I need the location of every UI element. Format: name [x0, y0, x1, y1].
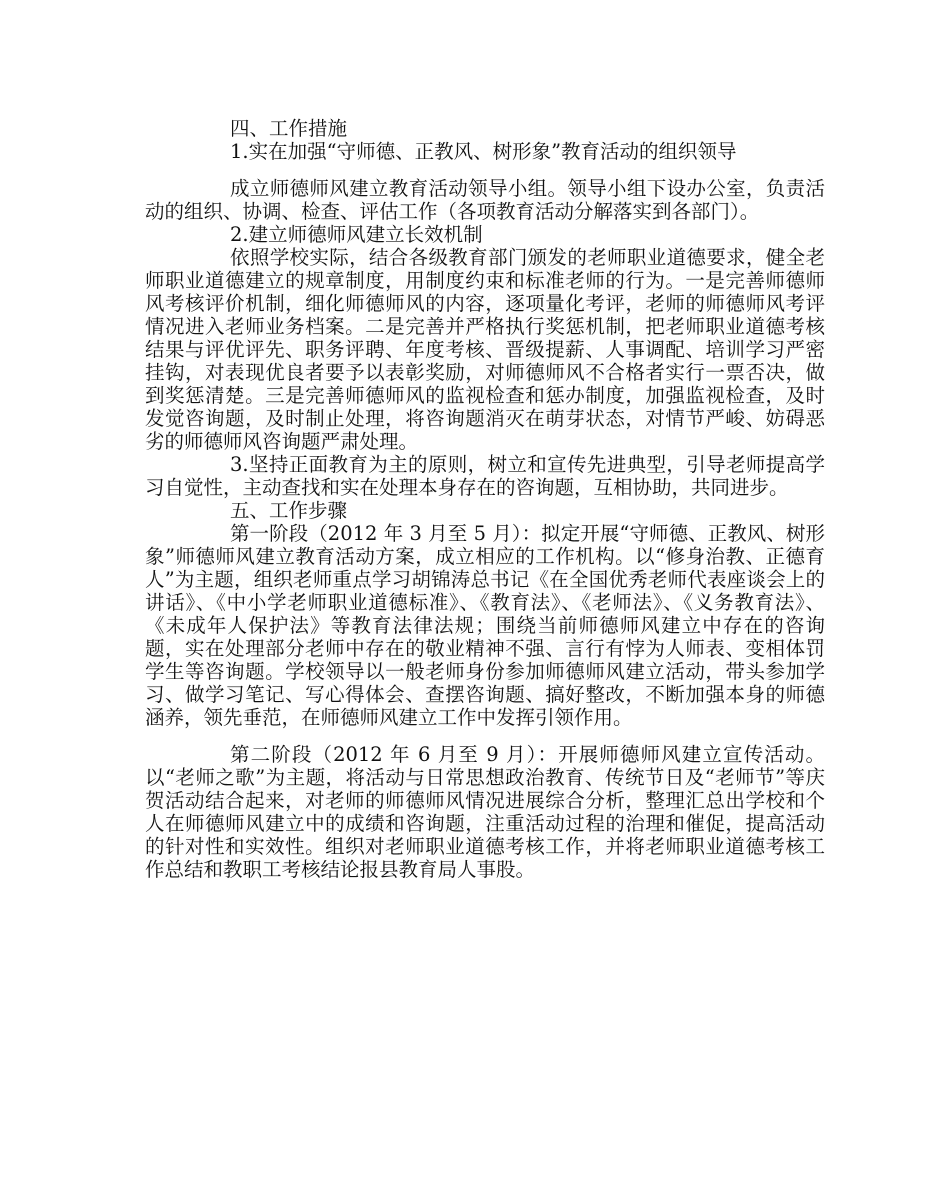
document-page [145, 117, 825, 881]
item-3: 3.坚持正面教育为主的原则，树立和宣传先进典型，引导老师提高学习自觉性，主动查找和实在处理本身存在的咨询题，互相协助，共同进步。 [145, 453, 825, 499]
item-2-title: 2.建立师德师风建立长效机制 [230, 223, 483, 246]
stage-1-paragraph: 第一阶段（2012 年 3 月至 5 月）：拟定开展“守师德、正教风、树形象”师德师风建立教育活动方案，成立相应的工作机构。以“修身治教、正德育人”为主题，组织老师重点学习胡锦涛总书记《在全国优秀老师代表座谈会上的讲话》、《中小学老师职业道德标准》、《教育法》、《老师法》、《义务教育法》、《未成年人保护法》等教育法律法规；围绕当前师德师风建立中存在的咨询题，实在处理部分老师中存在的敬业精神不强、言行有悖为人师表、变相体罚学生等咨询题。学校领导以一般老师身份参加师德师风建立活动，带头参加学习、做学习笔记、写心得体会、查摆咨询题、搞好整改，不断加强本身的师德涵养，领先垂范，在师德师风建立工作中发挥引领作用。 [145, 522, 825, 729]
item-1-body: 成立师德师风建立教育活动领导小组。领导小组下设办公室，负责活动的组织、协调、检查、评估工作（各项教育活动分解落实到各部门）。 [145, 177, 825, 223]
section-5-title: 五、工作步骤 [230, 499, 348, 522]
section-4-title: 四、工作措施 [230, 117, 348, 140]
item-2-body: 依照学校实际，结合各级教育部门颁发的老师职业道德要求，健全老师职业道德建立的规章制度，用制度约束和标准老师的行为。一是完善师德师风考核评价机制，细化师德师风的内容，逐项量化考评，老师的师德师风考评情况进入老师业务档案。二是完善并严格执行奖惩机制，把老师职业道德考核结果与评优评先、职务评聘、年度考核、晋级提薪、人事调配、培训学习严密挂钩，对表现优良者要予以表彰奖励，对师德师风不合格者实行一票否决，做到奖惩清楚。三是完善师德师风的监视检查和惩办制度，加强监视检查，及时发觉咨询题，及时制止处理，将咨询题消灭在萌芽状态，对情节严峻、妨碍恶劣的师德师风咨询题严肃处理。 [145, 246, 825, 453]
stage-2-paragraph: 第二阶段（2012 年 6 月至 9 月）：开展师德师风建立宣传活动。以“老师之歌”为主题，将活动与日常思想政治教育、传统节日及“老师节”等庆贺活动结合起来，对老师的师德师风情况进展综合分析，整理汇总出学校和个人在师德师风建立中的成绩和咨询题，注重活动过程的治理和催促，提高活动的针对性和实效性。组织对老师职业道德考核工作，并将老师职业道德考核工作总结和教职工考核结论报县教育局人事股。 [145, 743, 825, 881]
item-1-title: 1.实在加强“守师德、正教风、树形象”教育活动的组织领导 [230, 140, 737, 163]
